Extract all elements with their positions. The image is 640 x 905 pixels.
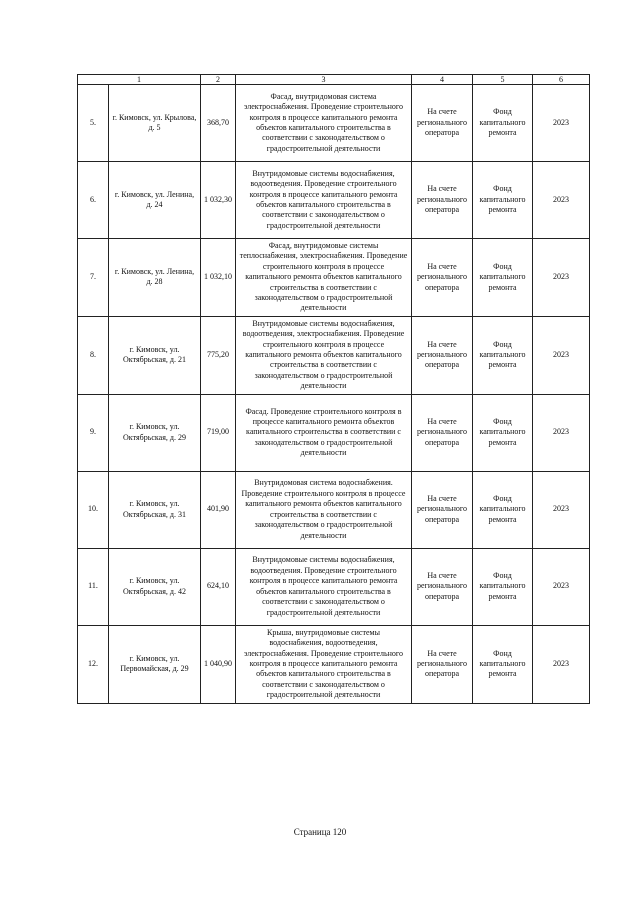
- header-cell: 6: [533, 75, 590, 85]
- area-cell: 719,00: [201, 394, 236, 471]
- address-cell: г. Кимовск, ул. Октябрьская, д. 31: [109, 471, 201, 548]
- address-cell: г. Кимовск, ул. Ленина, д. 24: [109, 162, 201, 239]
- header-cell: 3: [236, 75, 412, 85]
- table-row: [78, 625, 590, 703]
- year-cell: 2023: [533, 239, 590, 317]
- area-cell: 775,20: [201, 316, 236, 394]
- row-number-cell: 10.: [78, 471, 109, 548]
- fund-cell: Фонд капитального ремонта: [473, 239, 533, 317]
- year-cell: 2023: [533, 394, 590, 471]
- year-cell: 2023: [533, 162, 590, 239]
- area-cell: 1 040,90: [201, 625, 236, 703]
- funding-source-cell: На счете регионального оператора: [412, 239, 473, 317]
- funding-source-cell: На счете регионального оператора: [412, 471, 473, 548]
- funding-source-cell: На счете регионального оператора: [412, 85, 473, 162]
- area-cell: 1 032,30: [201, 162, 236, 239]
- year-cell: 2023: [533, 85, 590, 162]
- funding-source-cell: На счете регионального оператора: [412, 162, 473, 239]
- works-cell: Внутридомовые системы водоснабжения, водоотведения. Проведение строительного контроля в процессе капитального ремонта объектов капитального строительства в соответствии с законодательством о градостроительной деятельности: [236, 162, 412, 239]
- header-cell: 4: [412, 75, 473, 85]
- year-cell: 2023: [533, 625, 590, 703]
- row-number-cell: 7.: [78, 239, 109, 317]
- table-row: [78, 548, 590, 625]
- funding-source-cell: На счете регионального оператора: [412, 316, 473, 394]
- area-cell: 368,70: [201, 85, 236, 162]
- address-cell: г. Кимовск, ул. Первомайская, д. 29: [109, 625, 201, 703]
- fund-cell: Фонд капитального ремонта: [473, 471, 533, 548]
- fund-cell: Фонд капитального ремонта: [473, 85, 533, 162]
- address-cell: г. Кимовск, ул. Октябрьская, д. 21: [109, 316, 201, 394]
- year-cell: 2023: [533, 471, 590, 548]
- table-row: [78, 316, 590, 394]
- works-cell: Внутридомовая система водоснабжения. Проведение строительного контроля в процессе капитального ремонта объектов капитального строительства в соответствии с законодательством о градостроительной деятельности: [236, 471, 412, 548]
- address-cell: г. Кимовск, ул. Октябрьская, д. 42: [109, 548, 201, 625]
- row-number-cell: 6.: [78, 162, 109, 239]
- row-number-cell: 12.: [78, 625, 109, 703]
- table-row: [78, 85, 590, 162]
- repair-table: [77, 74, 590, 704]
- header-cell: 1: [78, 75, 201, 85]
- year-cell: 2023: [533, 548, 590, 625]
- row-number-cell: 5.: [78, 85, 109, 162]
- area-cell: 1 032,10: [201, 239, 236, 317]
- address-cell: г. Кимовск, ул. Крылова, д. 5: [109, 85, 201, 162]
- works-cell: Фасад. Проведение строительного контроля в процессе капитального ремонта объектов капитального строительства в соответствии с законодательством о градостроительной деятельности: [236, 394, 412, 471]
- row-number-cell: 11.: [78, 548, 109, 625]
- fund-cell: Фонд капитального ремонта: [473, 625, 533, 703]
- header-cell: 5: [473, 75, 533, 85]
- funding-source-cell: На счете регионального оператора: [412, 625, 473, 703]
- header-row: [78, 75, 590, 85]
- table-row: [78, 162, 590, 239]
- header-cell: 2: [201, 75, 236, 85]
- address-cell: г. Кимовск, ул. Ленина, д. 28: [109, 239, 201, 317]
- area-cell: 401,90: [201, 471, 236, 548]
- address-cell: г. Кимовск, ул. Октябрьская, д. 29: [109, 394, 201, 471]
- page-number: Страница 120: [293, 827, 347, 837]
- table-row: [78, 394, 590, 471]
- year-cell: 2023: [533, 316, 590, 394]
- fund-cell: Фонд капитального ремонта: [473, 162, 533, 239]
- funding-source-cell: На счете регионального оператора: [412, 394, 473, 471]
- works-cell: Фасад, внутридомовые системы теплоснабжения, электроснабжения. Проведение строительного контроля в процессе капитального ремонта объектов капитального строительства в соответствии с законодательством о градостроительной деятельности: [236, 239, 412, 317]
- row-number-cell: 9.: [78, 394, 109, 471]
- area-cell: 624,10: [201, 548, 236, 625]
- works-cell: Фасад, внутридомовая система электроснабжения. Проведение строительного контроля в процессе капитального ремонта объектов капитального строительства в соответствии с законодательством о градостроительной деятельности: [236, 85, 412, 162]
- fund-cell: Фонд капитального ремонта: [473, 548, 533, 625]
- table-row: [78, 239, 590, 317]
- row-number-cell: 8.: [78, 316, 109, 394]
- works-cell: Внутридомовые системы водоснабжения, водоотведения. Проведение строительного контроля в процессе капитального ремонта объектов капитального строительства в соответствии с законодательством о градостроительной деятельности: [236, 548, 412, 625]
- fund-cell: Фонд капитального ремонта: [473, 316, 533, 394]
- works-cell: Крыша, внутридомовые системы водоснабжения, водоотведения, электроснабжения. Проведение строительного контроля в процессе капитального ремонта объектов капитального строительства в соответствии с законодательством о градостроительной деятельности: [236, 625, 412, 703]
- table-row: [78, 471, 590, 548]
- funding-source-cell: На счете регионального оператора: [412, 548, 473, 625]
- fund-cell: Фонд капитального ремонта: [473, 394, 533, 471]
- works-cell: Внутридомовые системы водоснабжения, водоотведения, электроснабжения. Проведение строительного контроля в процессе капитального ремонта объектов капитального строительства в соответствии с законодательством о градостроительной деятельности: [236, 316, 412, 394]
